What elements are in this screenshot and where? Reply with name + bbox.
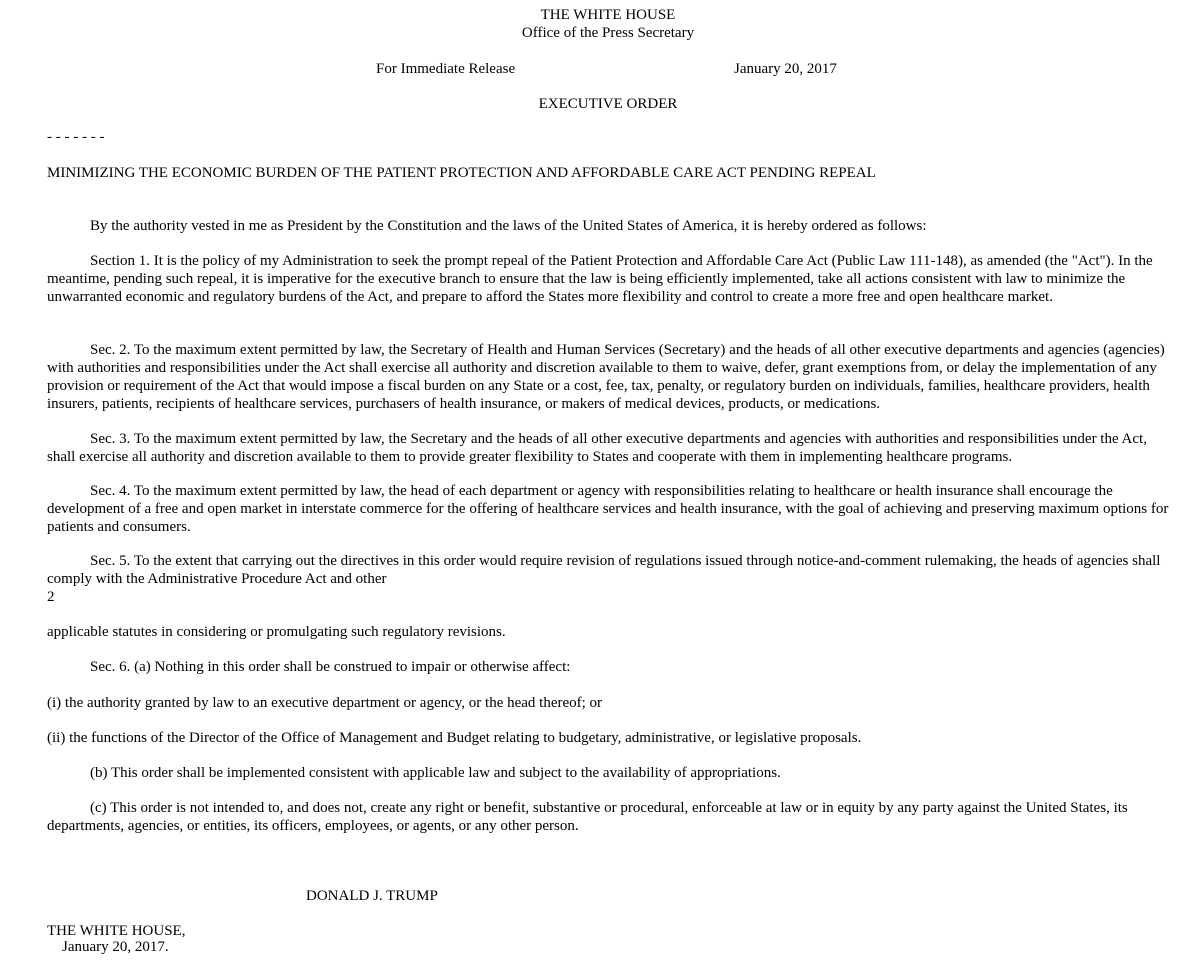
header-org: THE WHITE HOUSE [540, 7, 676, 23]
release-label: For Immediate Release [376, 61, 516, 77]
signature-place: THE WHITE HOUSE, [47, 923, 186, 939]
signature-date: January 20, 2017. [62, 939, 169, 955]
section-6c: (c) This order is not intended to, and does not, create any right or benefit, substantive or procedural, enforceable at law or in equity by any party against the United States, its departments, agencies, or entities, its officers, employees, or agents, or any other person. [47, 800, 1128, 834]
section-5-continued: applicable statutes in considering or promulgating such regulatory revisions. [47, 624, 506, 640]
section-6a: Sec. 6. (a) Nothing in this order shall be construed to impair or otherwise affect: [90, 659, 571, 675]
doc-type: EXECUTIVE ORDER [538, 96, 678, 112]
release-date: January 20, 2017 [734, 61, 837, 77]
signature-name: DONALD J. TRUMP [306, 888, 438, 904]
preamble: By the authority vested in me as President by the Constitution and the laws of the United States of America, it is hereby ordered as follows: [90, 218, 927, 234]
section-2: Sec. 2. To the maximum extent permitted by law, the Secretary of Health and Human Services (Secretary) and the heads of all other executive departments and agencies (agencies) with authorities and responsibilities under the Act shall exercise all authority and discretion available to them to waive, defer, grant exemptions from, or delay the implementation of any provision or requirement of the Act that would impose a fiscal burden on any State or a cost, fee, tax, penalty, or regulatory burden on individuals, families, healthcare providers, health insurers, patients, recipients of healthcare services, purchasers of health insurance, or makers of medical devices, products, or medications. [47, 342, 1165, 412]
section-4: Sec. 4. To the maximum extent permitted by law, the head of each department or agency with responsibilities relating to healthcare or health insurance shall encourage the development of a free and open market in interstate commerce for the offering of healthcare services and health insurance, with the goal of achieving and preserving maximum options for patients and consumers. [47, 483, 1169, 535]
section-6a-ii: (ii) the functions of the Director of the Office of Management and Budget relating to budgetary, administrative, or legislative proposals. [47, 730, 862, 746]
divider: - - - - - - - [47, 129, 105, 145]
page-number: 2 [47, 589, 55, 605]
section-6a-i: (i) the authority granted by law to an executive department or agency, or the head thereof; or [47, 695, 603, 711]
section-5: Sec. 5. To the extent that carrying out the directives in this order would require revision of regulations issued through notice-and-comment rulemaking, the heads of agencies shall comply with the Administrative Procedure Act and other [47, 553, 1161, 587]
section-6b: (b) This order shall be implemented consistent with applicable law and subject to the availability of appropriations. [90, 765, 781, 781]
order-title: MINIMIZING THE ECONOMIC BURDEN OF THE PATIENT PROTECTION AND AFFORDABLE CARE ACT PENDING REPEAL [47, 165, 876, 181]
header-office: Office of the Press Secretary [521, 25, 695, 41]
section-3: Sec. 3. To the maximum extent permitted by law, the Secretary and the heads of all other executive departments and agencies with authorities and responsibilities under the Act, shall exercise all authority and discretion available to them to provide greater flexibility to States and cooperate with them in implementing healthcare programs. [47, 431, 1147, 465]
section-1: Section 1. It is the policy of my Administration to seek the prompt repeal of the Patient Protection and Affordable Care Act (Public Law 111-148), as amended (the "Act"). In the meantime, pending such repeal, it is imperative for the executive branch to ensure that the law is being efficiently implemented, take all actions consistent with law to minimize the unwarranted economic and regulatory burdens of the Act, and prepare to afford the States more flexibility and control to create a more free and open healthcare market. [47, 253, 1153, 305]
